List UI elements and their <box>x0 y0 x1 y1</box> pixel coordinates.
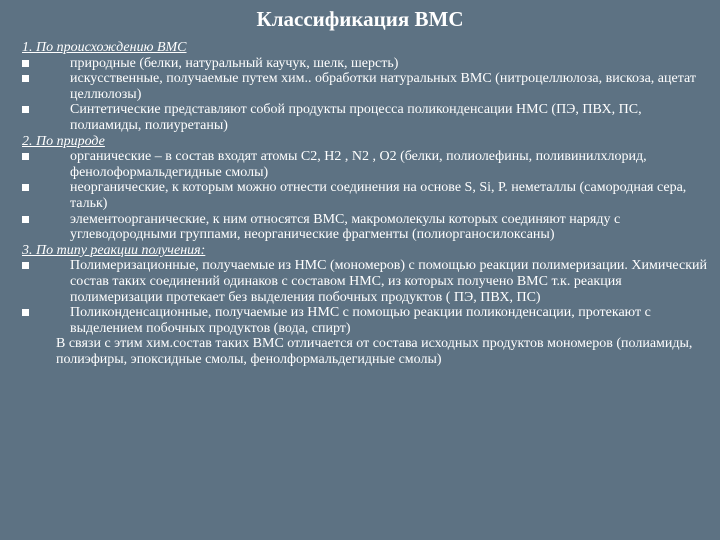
list-item-text: природные (белки, натуральный каучук, шелк, шерсть) <box>70 55 399 71</box>
list-item <box>22 71 714 102</box>
list-item-text: Полимеризационные, получаемые из НМС (мономеров) с помощью реакции полимеризации. Химический состав таких соединений одинаков с составом НМС, из которых получено ВМС т.к. реакция полимеризации протекает без выделения побочных продуктов ( ПЭ, ПВХ, ПС) <box>70 258 707 305</box>
list-item <box>22 149 714 180</box>
bullet-icon <box>22 184 29 191</box>
bullet-icon <box>22 60 29 67</box>
bullet-icon <box>22 216 29 223</box>
slide-title: Классификация ВМС <box>256 7 464 31</box>
bullet-icon <box>22 262 29 269</box>
list-item-text: неорганические, к которым можно отнести соединения на основе S, Si, P. неметаллы (самородная сера, тальк) <box>70 180 687 211</box>
list-item <box>22 305 714 336</box>
slide-content <box>22 40 714 367</box>
list-item <box>22 102 714 133</box>
list-item <box>22 56 714 72</box>
list-item <box>22 258 714 305</box>
bullet-icon <box>22 106 29 113</box>
bullet-icon <box>22 309 29 316</box>
bullet-icon <box>22 153 29 160</box>
list-item-text: Синтетические представляют собой продукты процесса поликонденсации НМС (ПЭ, ПВХ, ПС, полиамиды, полиуретаны) <box>70 102 642 133</box>
list-item-text: элементоорганические, к ним относятся ВМС, макромолекулы которых соединяют наряду с углеводородными группами, неорганические фрагменты (полиорганосилоксаны) <box>70 211 621 243</box>
bullet-icon <box>22 75 29 82</box>
list-item-text: искусственные, получаемые путем хим.. обработки натуральных ВМС (нитроцеллюлоза, вискоза, ацетат целлюлозы) <box>70 71 696 102</box>
list-item-text: органические – в состав входят атомы С2, Н2 , N2 , О2 (белки, полиолефины, поливинилхлорид, фенолоформальдегидные смолы) <box>70 149 647 180</box>
list-item <box>22 212 714 243</box>
list-item <box>22 180 714 211</box>
section-heading-nature: 2. По природе <box>22 133 105 149</box>
section-note: В связи с этим хим.состав таких ВМС отличается от состава исходных продуктов мономеров (полиамиды, полиэфиры, эпоксидные смолы, фенолформальдегидные смолы) <box>56 336 693 367</box>
section-heading-origin: 1. По происхождению ВМС <box>22 40 187 55</box>
section-heading-reaction-type: 3. По типу реакции получения: <box>22 242 206 258</box>
list-item-text: Поликонденсационные, получаемые из НМС с помощью реакции поликонденсации, протекают с выделением побочных продуктов (вода, спирт) <box>70 305 651 336</box>
